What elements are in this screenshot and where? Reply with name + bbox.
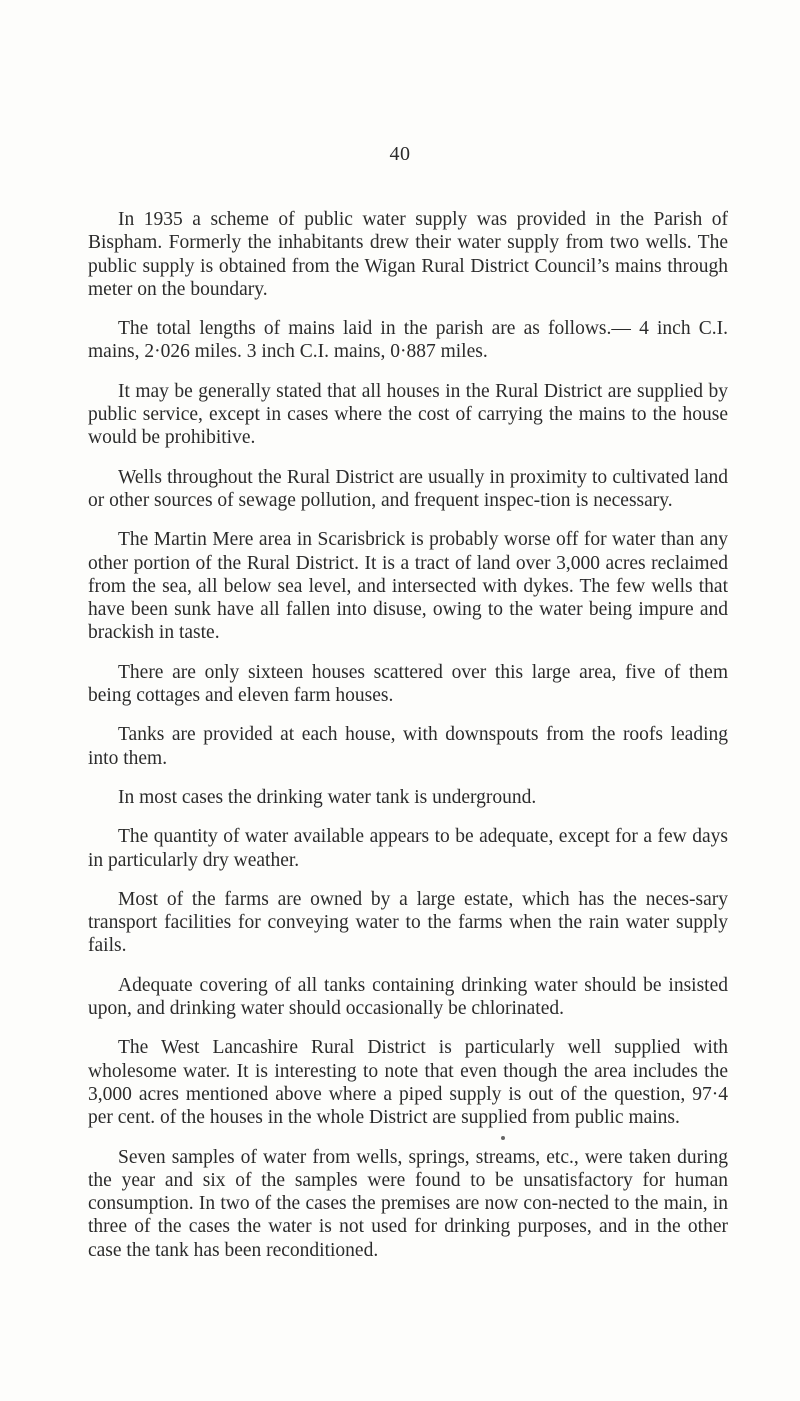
paragraph: Adequate covering of all tanks containing drinking water should be insisted upon, and drinking water should occasionally be chlorinated.	[88, 974, 728, 1020]
paragraph: Most of the farms are owned by a large estate, which has the neces-sary transport facilities for conveying water to the farms when the rain water supply fails.	[88, 888, 728, 957]
paragraph: Tanks are provided at each house, with downspouts from the roofs leading into them.	[88, 724, 728, 769]
paragraph: Seven samples of water from wells, springs, streams, etc., were taken during the year and six of the samples were found to be unsatisfactory for human consumption. In two of the cases the premises are now con-nected to the main, in three of the cases the water is not used for drinking purposes, and in the other case the tank has been reconditioned.	[88, 1146, 728, 1261]
page-number: 40	[389, 143, 411, 165]
paragraph: It may be generally stated that all houses in the Rural District are supplied by public service, except in cases where the cost of carrying the mains to the house would be prohibitive.	[88, 380, 728, 449]
paragraph: The total lengths of mains laid in the parish are as follows.— 4 inch C.I. mains, 2·026 miles. 3 inch C.I. mains, 0·887 miles.	[88, 318, 728, 363]
body-text	[88, 208, 728, 1278]
paragraph: There are only sixteen houses scattered over this large area, five of them being cottages and eleven farm houses.	[88, 661, 728, 707]
paragraph: Wells throughout the Rural District are usually in proximity to cultivated land or other sources of sewage pollution, and frequent inspec-tion is necessary.	[88, 466, 728, 511]
paragraph: In most cases the drinking water tank is underground.	[118, 786, 537, 808]
paragraph: In 1935 a scheme of public water supply was provided in the Parish of Bispham. Formerly the inhabitants drew their water supply from two wells. The public supply is obtained from the Wigan Rural District Council’s mains through meter on the boundary.	[88, 209, 728, 300]
paragraph: The quantity of water available appears to be adequate, except for a few days in particularly dry weather.	[88, 826, 728, 871]
paragraph: The Martin Mere area in Scarisbrick is probably worse off for water than any other portion of the Rural District. It is a tract of land over 3,000 acres reclaimed from the sea, all below sea level, and intersected with dykes. The few wells that have been sunk have all fallen into disuse, owing to the water being impure and brackish in taste.	[88, 529, 728, 644]
ink-speck	[501, 1136, 505, 1140]
paragraph: The West Lancashire Rural District is particularly well supplied with wholesome water. It is interesting to note that even though the area includes the 3,000 acres mentioned above where a piped supply is out of the question, 97·4 per cent. of the houses in the whole District are supplied from public mains.	[88, 1037, 728, 1129]
